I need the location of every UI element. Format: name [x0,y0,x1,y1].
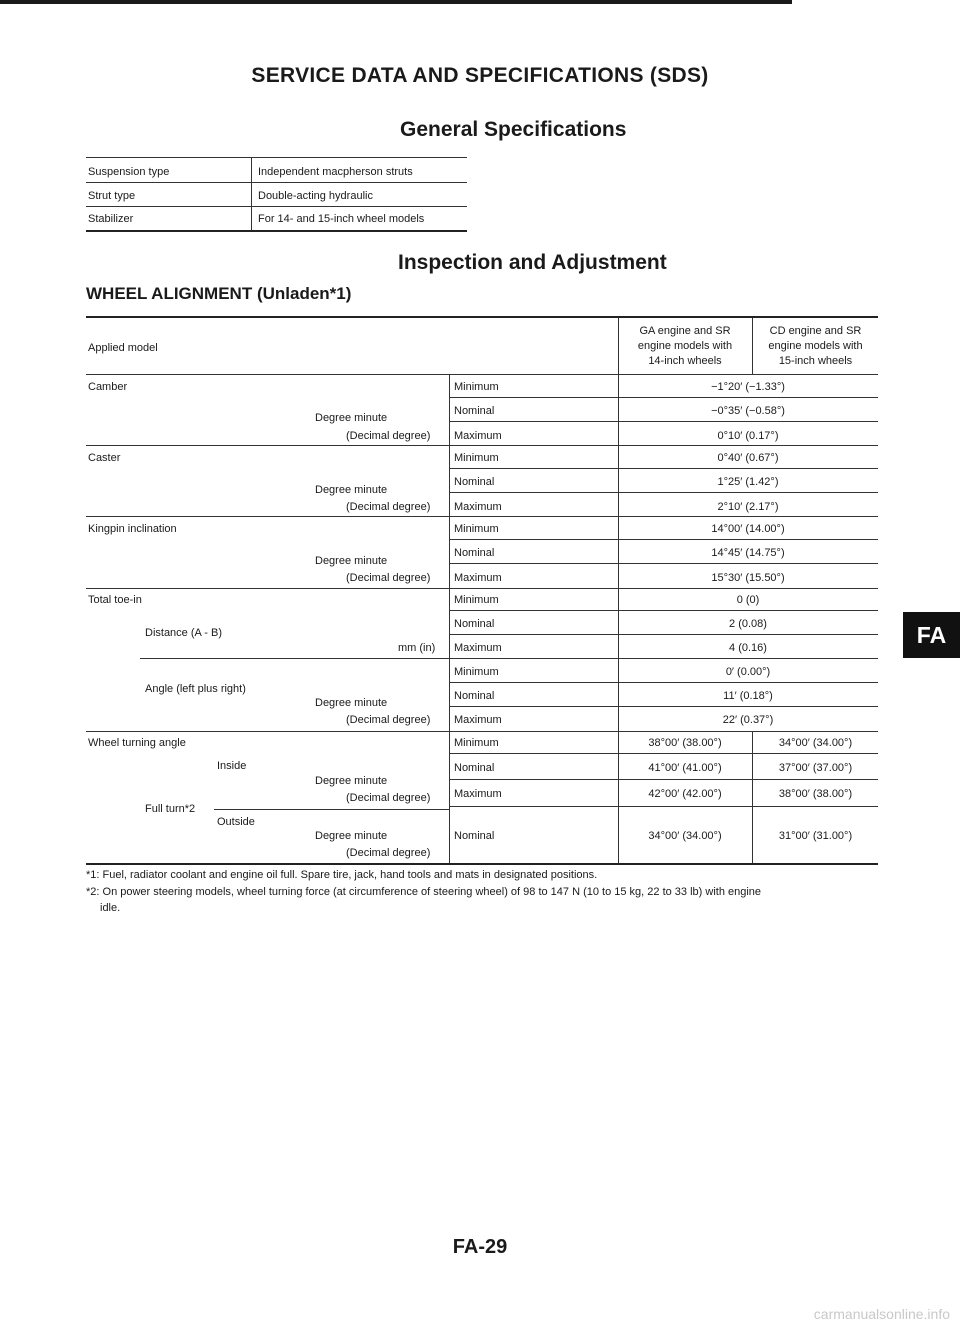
row-rule [449,492,878,493]
toe-label: Total toe-in [88,594,142,606]
row-rule [449,563,878,564]
row-rule [449,753,878,754]
wa-header-divider-mid [752,318,753,374]
row-rule [449,421,878,422]
toe-angle-label: Angle (left plus right) [145,683,246,695]
camber-label: Camber [88,381,128,393]
footnote-1: *1: Fuel, radiator coolant and engine oil full. Spare tire, jack, hand tools and mats in designated positions. [86,869,598,881]
row-rule [449,706,878,707]
toe-ang-max-value: 22′ (0.37°) [722,714,774,726]
toe-dist-min-label: Minimum [454,594,499,606]
kingpin-min-value: 14°00′ (14.00°) [711,523,785,535]
section-rule [86,588,878,589]
turning-in-nom-col1: 41°00′ (41.00°) [648,762,722,774]
gen-value-suspension: Independent macpherson struts [258,166,413,178]
gen-row-rule [86,182,467,183]
wa-col1-header-line3: 14-inch wheels [648,355,722,367]
gen-col-divider [251,157,252,231]
gen-value-stabilizer: For 14- and 15-inch wheel models [258,213,425,225]
camber-min-value: −1°20′ (−1.33°) [711,381,785,393]
footnote-2-line2: idle. [100,902,121,914]
caster-label: Caster [88,452,121,464]
wheel-alignment-title: WHEEL ALIGNMENT (Unladen*1) [86,284,352,303]
gen-top-rule [86,157,467,158]
caster-min-label: Minimum [454,452,499,464]
gen-row-rule [86,206,467,207]
page-header-title: SERVICE DATA AND SPECIFICATIONS (SDS) [251,64,709,87]
header-rule [0,0,792,4]
toe-dist-nom-value: 2 (0.08) [729,618,767,630]
camber-min-label: Minimum [454,381,499,393]
turning-label: Wheel turning angle [88,737,186,749]
toe-dist-nom-label: Nominal [454,618,495,630]
row-rule [449,682,878,683]
caster-nom-value: 1°25′ (1.42°) [717,476,779,488]
kingpin-label: Kingpin inclination [88,523,177,535]
wa-header-divider-left [618,318,619,374]
kingpin-unit-degree: Degree minute [315,555,388,567]
wa-body-divider-left [449,374,450,864]
row-rule [449,610,878,611]
subsection-rule [140,658,878,659]
caster-min-value: 0°40′ (0.67°) [717,452,779,464]
toe-dist-max-label: Maximum [454,642,502,654]
row-rule [449,806,878,807]
turning-outside-unit-degree: Degree minute [315,830,388,842]
caster-unit-degree: Degree minute [315,484,388,496]
toe-dist-max-value: 4 (0.16) [729,642,767,654]
turning-in-min-col2: 34°00′ (34.00°) [778,737,853,749]
section-rule [86,731,878,732]
kingpin-nom-label: Nominal [454,547,495,559]
wa-bottom-rule [86,863,878,865]
toe-ang-nom-value: 11′ (0.18°) [723,690,773,702]
kingpin-max-value: 15°30′ (15.50°) [711,572,785,584]
toe-dist-min-value: 0 (0) [736,594,760,606]
toe-distance-unit: mm (in) [398,642,436,654]
turning-out-nom-label: Nominal [454,830,495,842]
section-tab-fa: FA [903,612,960,658]
row-rule [449,779,878,780]
toe-ang-nom-label: Nominal [454,690,495,702]
turning-outside-unit-decimal: (Decimal degree) [346,847,431,859]
turning-inside-unit-degree: Degree minute [315,775,388,787]
kingpin-unit-decimal: (Decimal degree) [346,572,431,584]
toe-ang-min-label: Minimum [454,666,499,678]
footnote-2-line1: *2: On power steering models, wheel turning force (at circumference of steering wheel) of 98 to 147 N (10 to 15 kg, 22 to 33 lb) with engine [86,886,762,898]
turning-in-min-label: Minimum [454,737,499,749]
turning-in-max-col1: 42°00′ (42.00°) [648,788,722,800]
turning-in-max-col2: 38°00′ (38.00°) [778,788,853,800]
turning-out-nom-col1: 34°00′ (34.00°) [648,830,722,842]
row-rule [449,468,878,469]
wa-col2-header-line3: 15-inch wheels [778,355,853,367]
gen-label-strut: Strut type [88,190,136,202]
row-rule [449,539,878,540]
camber-max-label: Maximum [454,430,502,442]
caster-nom-label: Nominal [454,476,495,488]
toe-distance-label: Distance (A - B) [145,627,223,639]
page-number: FA-29 [452,1236,508,1258]
gen-value-strut: Double-acting hydraulic [258,190,373,202]
turning-in-max-label: Maximum [454,788,502,800]
turning-out-nom-col2: 31°00′ (31.00°) [778,830,853,842]
row-rule [449,397,878,398]
caster-max-label: Maximum [454,501,502,513]
wa-col2-header-line2: engine models with [768,340,863,352]
inspection-title: Inspection and Adjustment [398,251,667,274]
section-rule [86,516,878,517]
wa-top-rule [86,316,878,318]
turning-outside-label: Outside [217,816,255,828]
caster-unit-decimal: (Decimal degree) [346,501,431,513]
wa-col1-header-line2: engine models with [637,340,733,352]
turning-full-turn-label: Full turn*2 [145,803,196,815]
gen-label-suspension: Suspension type [88,166,170,178]
camber-unit-degree: Degree minute [315,412,388,424]
wa-applied-model-label: Applied model [88,342,158,354]
watermark-text: carmanualsonline.info [813,1306,950,1322]
kingpin-max-label: Maximum [454,572,502,584]
kingpin-min-label: Minimum [454,523,499,535]
turning-in-min-col1: 38°00′ (38.00°) [648,737,722,749]
wa-col1-header-line1: GA engine and SR [639,325,731,337]
row-rule [449,634,878,635]
kingpin-nom-value: 14°45′ (14.75°) [711,547,785,559]
turning-inside-label: Inside [217,760,247,772]
toe-angle-unit-decimal: (Decimal degree) [346,714,431,726]
section-rule [86,445,878,446]
toe-ang-max-label: Maximum [454,714,502,726]
toe-ang-min-value: 0′ (0.00°) [725,666,771,678]
wa-col2-header-line1: CD engine and SR [769,325,862,337]
turning-inside-unit-decimal: (Decimal degree) [346,792,431,804]
caster-max-value: 2°10′ (2.17°) [717,501,779,513]
toe-angle-unit-degree: Degree minute [315,697,388,709]
turning-in-nom-label: Nominal [454,762,495,774]
camber-nom-label: Nominal [454,405,495,417]
general-specs-title: General Specifications [400,118,627,141]
inside-outside-rule [214,809,449,810]
camber-nom-value: −0°35′ (−0.58°) [711,405,785,417]
gen-label-stabilizer: Stabilizer [88,213,134,225]
wa-header-rule [86,374,878,375]
turning-in-nom-col2: 37°00′ (37.00°) [778,762,853,774]
camber-unit-decimal: (Decimal degree) [346,430,431,442]
camber-max-value: 0°10′ (0.17°) [717,430,779,442]
gen-bottom-rule [86,230,467,232]
